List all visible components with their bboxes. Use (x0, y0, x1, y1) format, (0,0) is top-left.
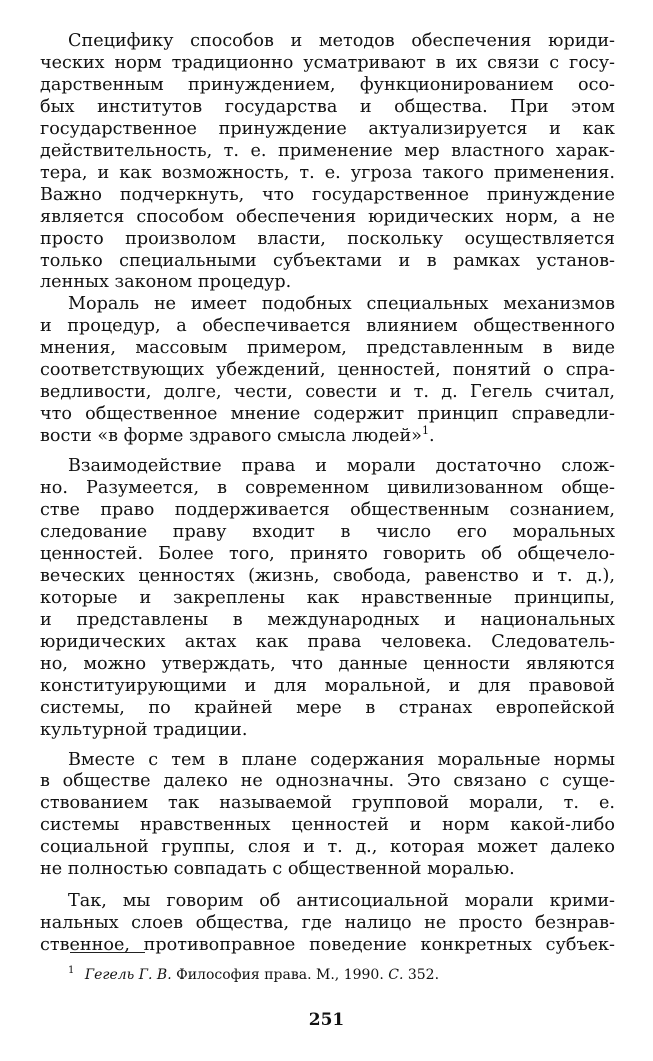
text-line: Специфику способов и методов обеспечения юриди- (68, 31, 615, 51)
text-line: системы нравственных ценностей и норм какой-либо (40, 815, 615, 836)
paragraph-3 (40, 456, 615, 741)
text-line: что общественное мнение содержит принцип справедли- (40, 404, 615, 425)
text-line: просто произволом власти, поскольку осуществляется (40, 228, 615, 249)
text-line: веческих ценностях (жизнь, свобода, равенство и т. д.), (40, 565, 615, 586)
text-line: ственное, противоправное поведение конкретных субъек- (40, 935, 615, 956)
text-line: системы, по крайней мере в странах европейской (40, 697, 615, 718)
text-line: Взаимодействие права и морали достаточно слож- (68, 456, 615, 477)
text-line: следование праву входит в число его моральных (40, 521, 615, 542)
paragraph-5 (40, 891, 615, 957)
text-line: государственное принуждение актуализируется и как (40, 118, 615, 139)
text-line: является способом обеспечения юридических норм, а не (40, 206, 615, 227)
text-line: ческих норм традиционно усматривают в их связи с госу- (40, 52, 615, 73)
text-line: мнения, массовым примером, представленным в виде (40, 338, 615, 359)
text-line: ценностей. Более того, принято говорить об общечело- (40, 543, 615, 564)
text-line: но, можно утверждать, что данные ценности являются (40, 653, 615, 674)
text-line: юридических актах как права человека. Следователь- (40, 631, 615, 652)
footnote-mark: 1 (68, 965, 75, 977)
paragraph-4 (40, 750, 615, 882)
text-line: ленных законом процедур. (40, 272, 292, 293)
footnote (68, 966, 588, 984)
text-line: вости «в форме здравого смысла людей»$^1$. (40, 424, 435, 447)
page-number: 251 (308, 1010, 345, 1030)
footnote-page-prefix: С. (388, 967, 404, 983)
text-line: которые и закреплены как нравственные принципы, (40, 587, 615, 608)
paragraph-2 (40, 294, 615, 448)
text-line: соответствующих убеждений, ценностей, понятий о спра- (40, 360, 615, 381)
text-line: ведливости, долге, чести, совести и т. д. Гегель считал, (40, 382, 615, 403)
text-line: культурной традиции. (40, 719, 248, 740)
footnote-divider (70, 952, 145, 953)
text-line: тера, и как возможность, т. е. угроза такого применения. (40, 162, 615, 183)
footnote-title: Философия права. (176, 967, 312, 983)
text-line: бых институтов государства и общества. При этом (40, 96, 615, 117)
text-line: ствованием так называемой групповой морали, т. е. (40, 793, 615, 814)
text-line: в обществе далеко не однозначны. Это связано с суще- (40, 771, 615, 792)
footnote-page: 352. (407, 967, 440, 983)
text-line: дарственным принуждением, функционированием осо- (40, 74, 615, 95)
sentence-end: . (428, 426, 435, 447)
text-line: и процедур, а обеспечивается влиянием общественного (40, 316, 615, 337)
text-line: не полностью совпадать с общественной моралью. (40, 859, 515, 880)
text-line: социальной группы, слоя и т. д., которая может далеко (40, 837, 615, 858)
text-line: конституирующими и для моральной, и для правовой (40, 675, 615, 696)
text-line: Так, мы говорим об антисоциальной морали крими- (68, 891, 615, 912)
text-line: стве право поддерживается общественным сознанием, (40, 500, 615, 521)
text-line: Вместе с тем в плане содержания моральные нормы (68, 749, 615, 770)
text-line: только специальными субъектами и в рамках установ- (40, 250, 615, 271)
text-line: действительность, т. е. применение мер властного харак- (40, 140, 615, 161)
footnote-year: 1990. (343, 967, 384, 983)
paragraph-1 (40, 31, 615, 294)
text-line: Мораль не имеет подобных специальных механизмов (68, 294, 615, 315)
text-line: и представлены в международных и национальных (40, 609, 615, 630)
text-line: нальных слоев общества, где налицо не просто безнрав- (40, 913, 615, 934)
footnote-city: М., (315, 967, 340, 983)
footnote-author: Гегель Г. В. (84, 967, 172, 983)
footnote-reference[interactable]: 1 (421, 424, 429, 438)
body-text (40, 31, 615, 957)
text-line: но. Разумеется, в современном цивилизованном обще- (40, 478, 615, 499)
text-line: Важно подчеркнуть, что государственное принуждение (40, 184, 615, 205)
